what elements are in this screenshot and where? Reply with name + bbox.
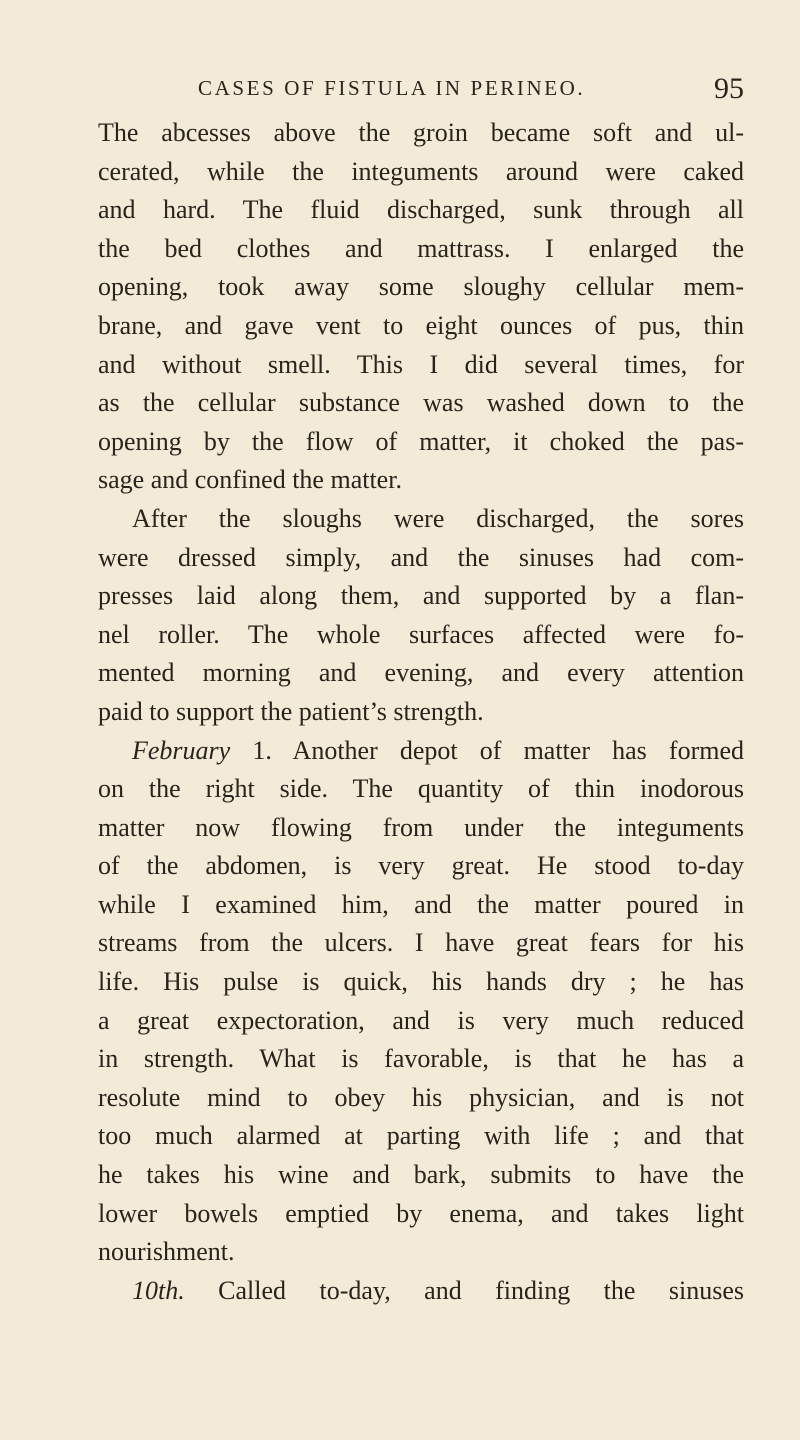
text-line: life. His pulse is quick, his hands dry ; he has (98, 967, 744, 997)
text-line: presses laid along them, and supported by a flan- (98, 581, 744, 611)
paragraph (98, 1272, 744, 1311)
text-line (98, 732, 744, 771)
text-line: the bed clothes and mattrass. I enlarged the (98, 233, 744, 263)
text-line: paid to support the patient’s strength. (98, 696, 484, 726)
text-line: on the right side. The quantity of thin inodorous (98, 774, 744, 804)
text-line: opening, took away some sloughy cellular mem- (98, 272, 744, 302)
text-line: brane, and gave vent to eight ounces of pus, thin (98, 310, 744, 340)
text-line: resolute mind to obey his physician, and is not (98, 1082, 744, 1112)
page-number: 95 (714, 72, 744, 105)
text-line: and without smell. This I did several times, for (98, 349, 744, 379)
text-line: The abcesses above the groin became soft and ul- (98, 118, 744, 147)
entry-date: 10th. (132, 1275, 185, 1305)
running-head-title: CASES OF FISTULA IN PERINEO. (198, 76, 586, 100)
text-line: a great expectoration, and is very much reduced (98, 1005, 744, 1035)
text-line: streams from the ulcers. I have great fears for his (98, 928, 744, 958)
text-line: nel roller. The whole surfaces affected were fo- (98, 619, 744, 649)
text-line: as the cellular substance was washed down to the (98, 388, 744, 418)
text-line: and hard. The fluid discharged, sunk through all (98, 195, 744, 225)
text-line: too much alarmed at parting with life ; and that (98, 1121, 744, 1151)
entry-date: February (132, 735, 231, 765)
text-line: of the abdomen, is very great. He stood to-day (98, 851, 744, 881)
text-line: lower bowels emptied by enema, and takes light (98, 1198, 744, 1228)
paragraph (98, 114, 744, 500)
entry-text: 1. Another depot of matter has formed (230, 735, 744, 765)
text-line (98, 1272, 744, 1311)
text-line: were dressed simply, and the sinuses had com- (98, 542, 744, 572)
paragraph (98, 732, 744, 1272)
running-head (98, 70, 744, 110)
text-line: he takes his wine and bark, submits to have the (98, 1160, 744, 1190)
entry-text: Called to-day, and finding the sinuses (184, 1275, 744, 1305)
text-line: cerated, while the integuments around were caked (98, 156, 744, 186)
text-line: in strength. What is favorable, is that he has a (98, 1044, 744, 1074)
paragraph (98, 500, 744, 732)
text-line: mented morning and evening, and every attention (98, 658, 744, 688)
text-line: matter now flowing from under the integuments (98, 812, 744, 842)
text-line: nourishment. (98, 1237, 235, 1267)
text-line: After the sloughs were discharged, the sores (132, 503, 744, 533)
text-line: while I examined him, and the matter poured in (98, 889, 744, 919)
text-line: opening by the flow of matter, it choked the pas- (98, 426, 744, 456)
body-text (98, 114, 744, 1310)
text-line: sage and confined the matter. (98, 465, 402, 495)
